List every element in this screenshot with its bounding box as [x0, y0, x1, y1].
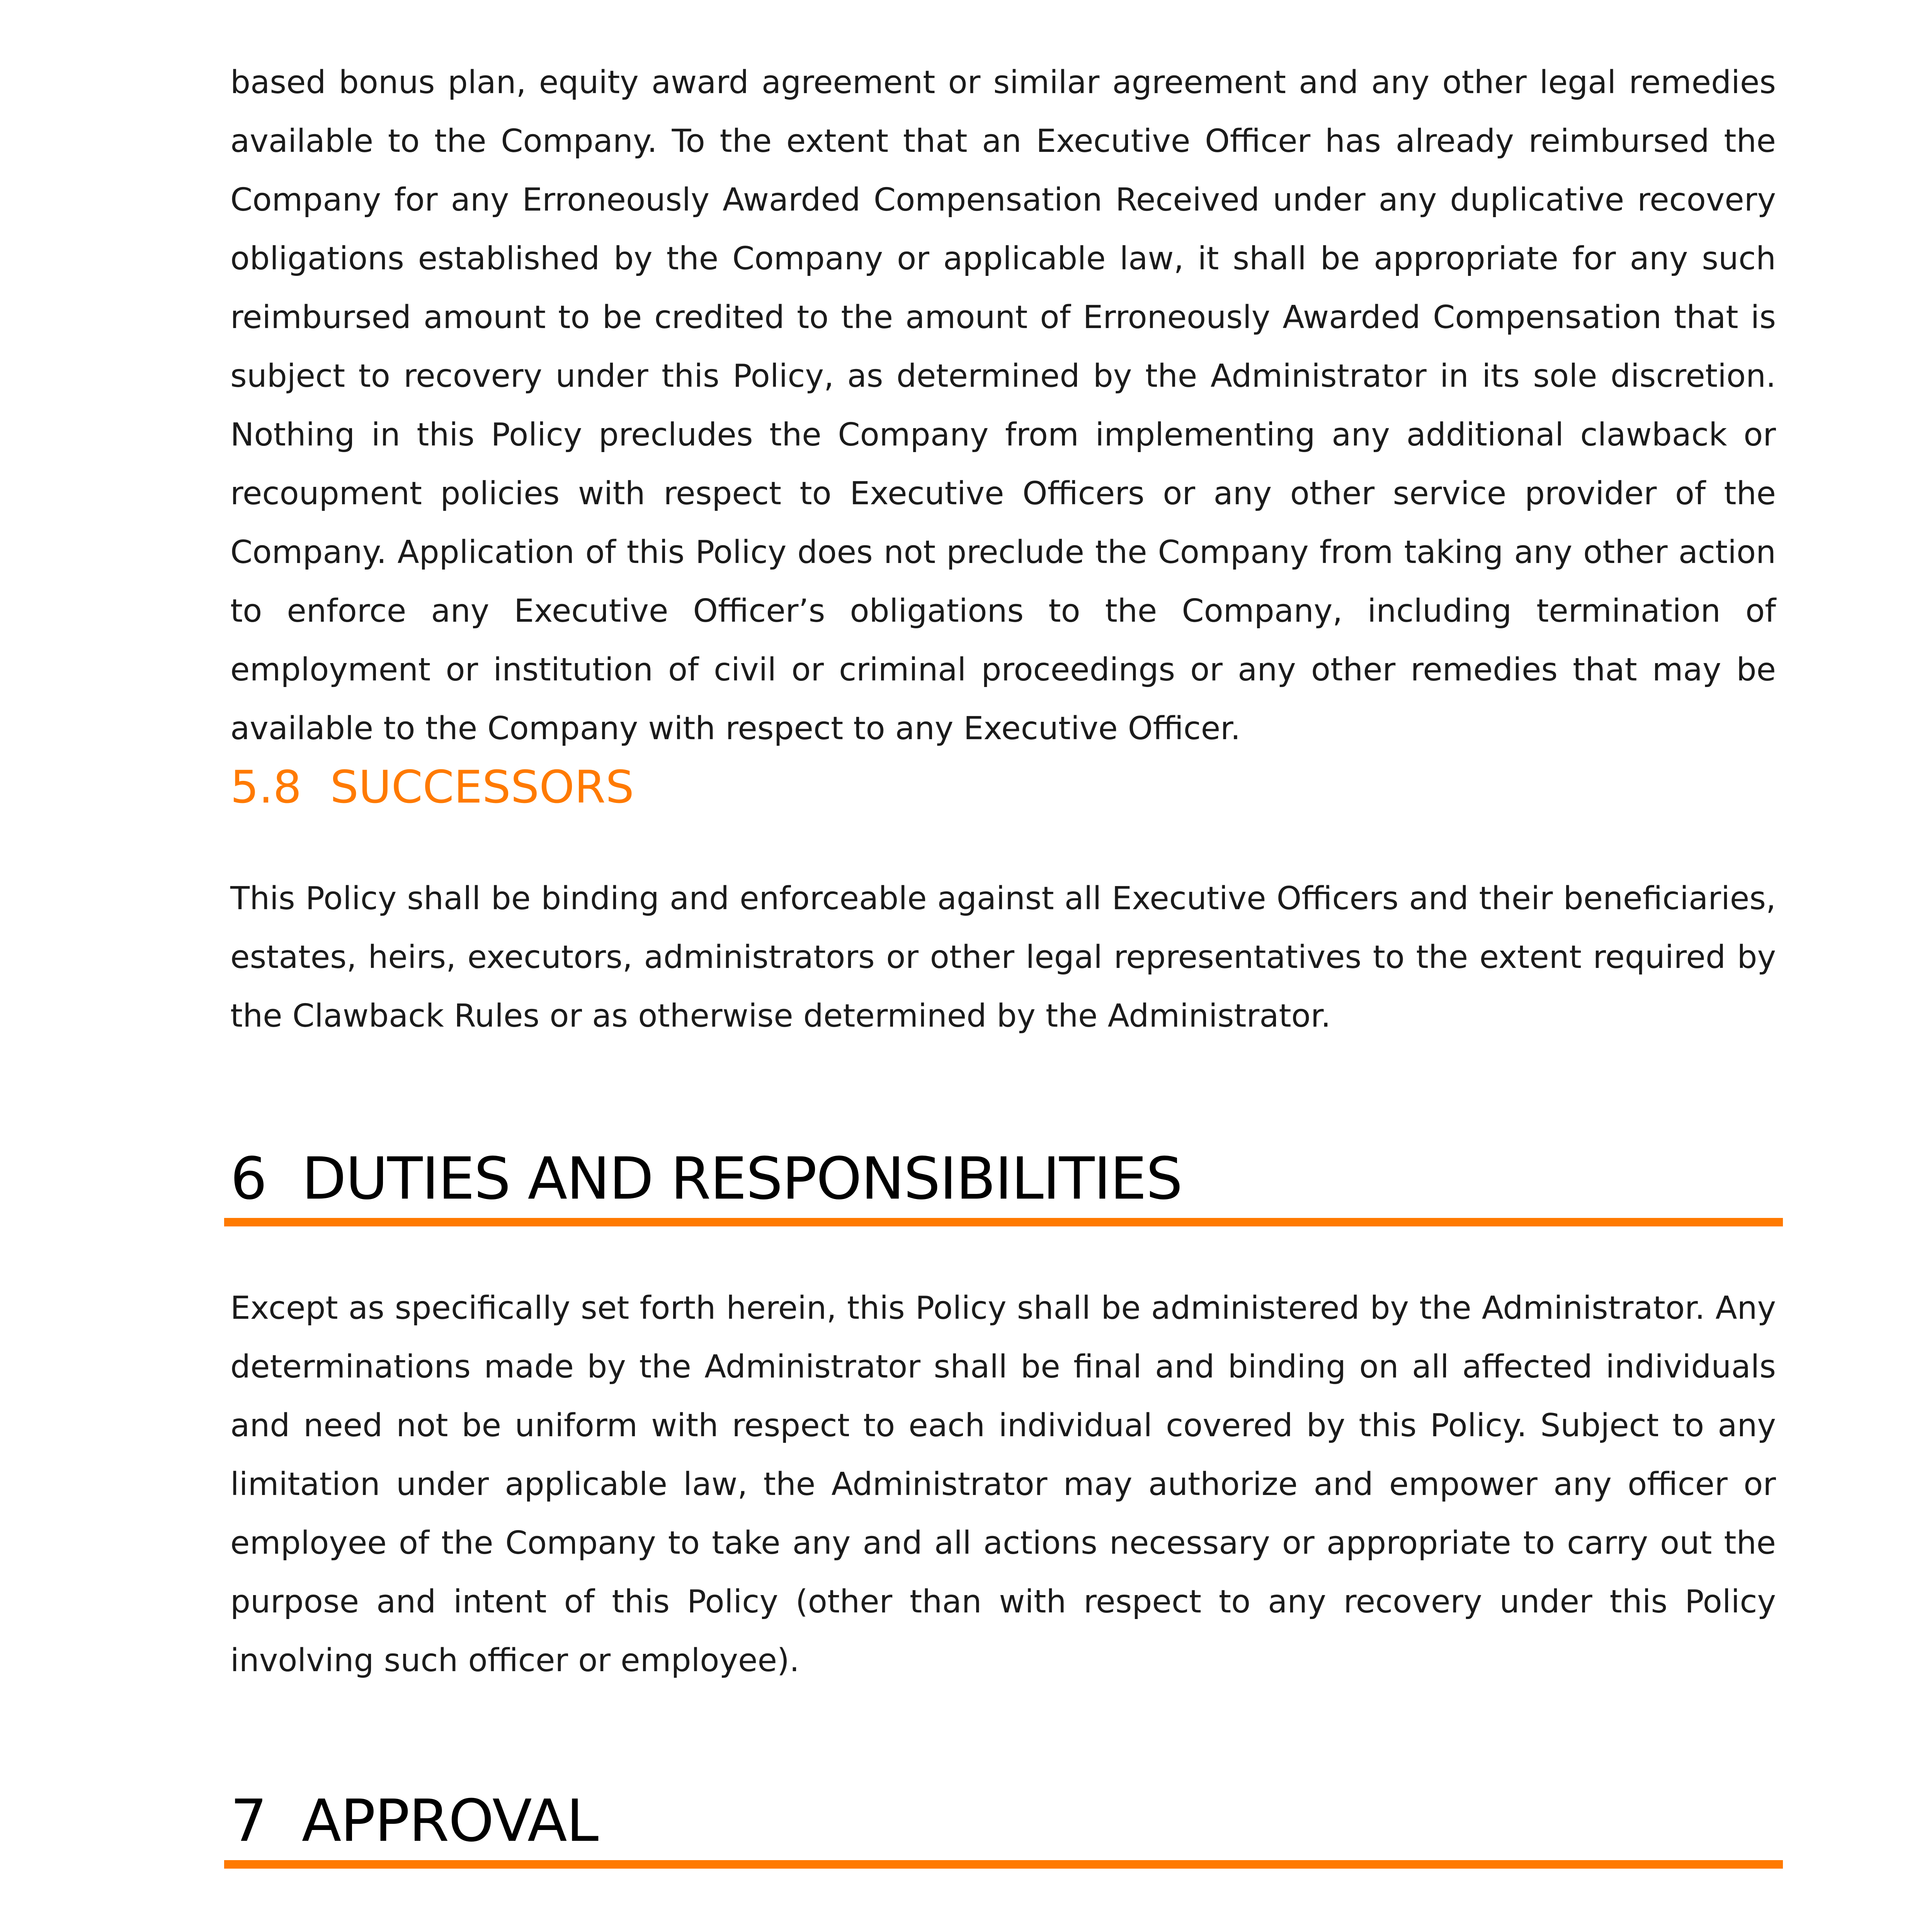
section-7-heading: 7 APPROVAL: [230, 1787, 598, 1855]
successors-paragraph: This Policy shall be binding and enforceable against all Executive Officers and their beneficiaries, estates, heirs, executors, administrators or other legal representatives to the extent required by the Clawback Rules or as otherwise determined by the Administrator.: [230, 880, 1776, 1034]
section-5-8-heading: 5.8 SUCCESSORS: [230, 761, 634, 813]
section-6-divider: [224, 1218, 1783, 1226]
duties-paragraph: Except as specifically set forth herein, this Policy shall be administered by the Administrator. Any determinations made by the Administrator shall be final and binding on all affected individuals and need not be uniform with respect to each individual covered by this Policy. Subject to any limitation under applicable law, the Administrator may authorize and empower any officer or employee of the Company to take any and all actions necessary or appropriate to carry out the purpose and intent of this Policy (other than with respect to any recovery under this Policy involving such officer or employee).: [230, 1290, 1776, 1679]
section-6-heading: 6 DUTIES AND RESPONSIBILITIES: [230, 1145, 1182, 1213]
intro-paragraph: based bonus plan, equity award agreement or similar agreement and any other legal remedies available to the Company. To the extent that an Executive Officer has already reimbursed the Company for any Erroneously Awarded Compensation Received under any duplicative recovery obligations established by the Company or applicable law, it shall be appropriate for any such reimbursed amount to be credited to the amount of Erroneously Awarded Compensation that is subject to recovery under this Policy, as determined by the Administrator in its sole discretion. Nothing in this Policy precludes the Company from implementing any additional clawback or recoupment policies with respect to Executive Officers or any other service provider of the Company. Application of this Policy does not preclude the Company from taking any other action to enforce any Executive Officer’s obligations to the Company, including termination of employment or institution of civil or criminal proceedings or any other remedies that may be available to the Company with respect to any Executive Officer.: [230, 64, 1776, 747]
section-7-divider: [224, 1860, 1783, 1869]
